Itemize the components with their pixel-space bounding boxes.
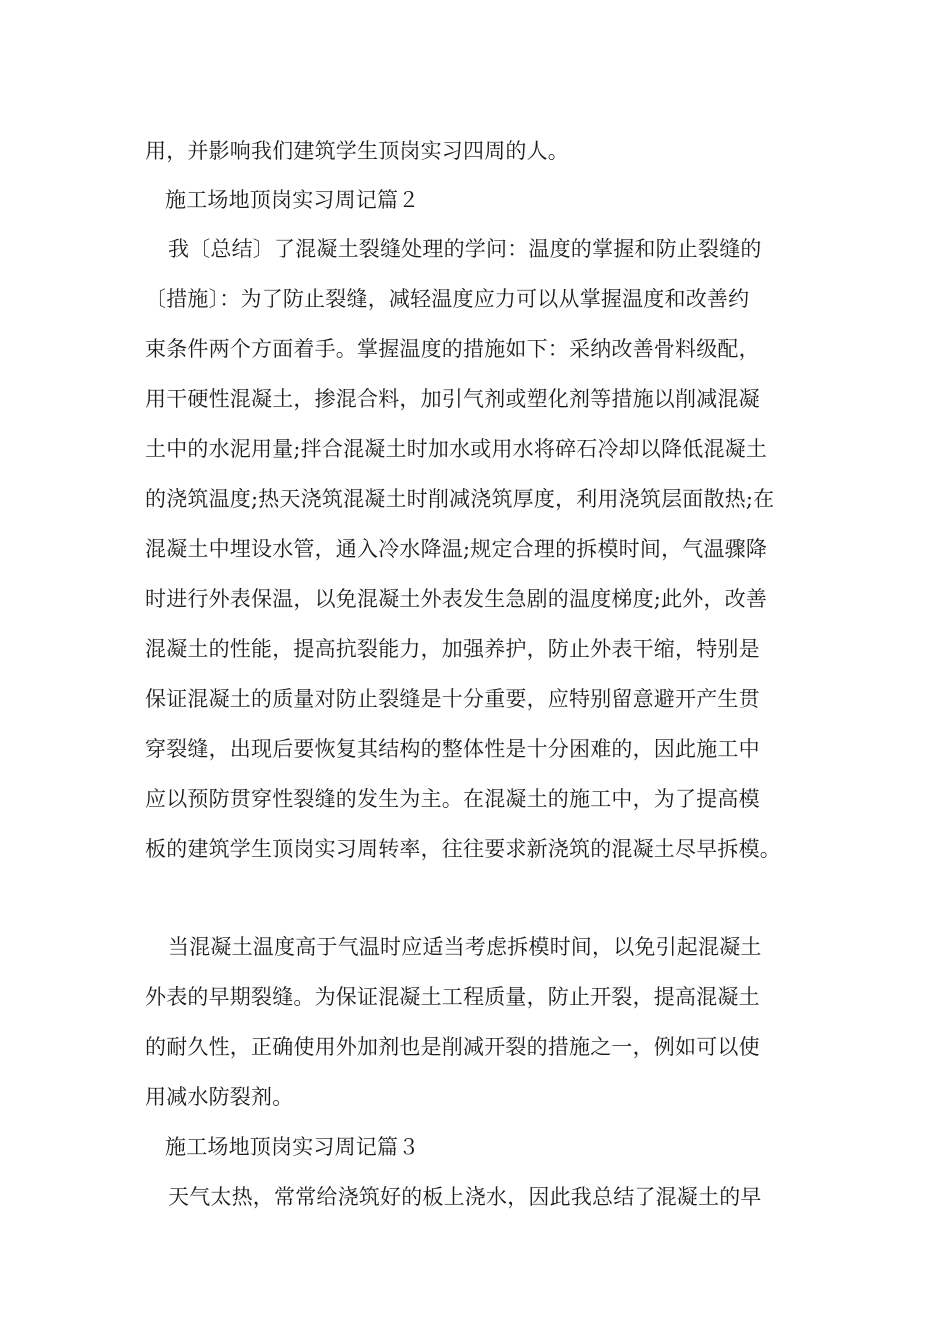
paragraph-line: 外表的早期裂缝。为保证混凝土工程质量，防止开裂，提高混凝土 bbox=[145, 985, 760, 1009]
paragraph-line: 天气太热，常常给浇筑好的板上浇水，因此我总结了混凝土的早 bbox=[168, 1185, 762, 1209]
paragraph-line: 当混凝土温度高于气温时应适当考虑拆模时间，以免引起混凝土 bbox=[168, 935, 762, 959]
paragraph-line: 束条件两个方面着手。掌握温度的措施如下：采纳改善骨料级配， bbox=[145, 337, 760, 361]
paragraph-line: 用干硬性混凝土，掺混合料，加引气剂或塑化剂等措施以削减混凝 bbox=[145, 387, 760, 411]
paragraph-line: 保证混凝土的质量对防止裂缝是十分重要，应特别留意避开产生贯 bbox=[145, 687, 760, 711]
paragraph-line: 应以预防贯穿性裂缝的发生为主。在混凝土的施工中，为了提高模 bbox=[145, 787, 760, 811]
section-heading-2: 施工场地顶岗实习周记篇２ bbox=[165, 188, 420, 212]
paragraph-line: 时进行外表保温，以免混凝土外表发生急剧的温度梯度;此外，改善 bbox=[145, 587, 768, 611]
paragraph-line: 〔措施〕：为了防止裂缝，减轻温度应力可以从掌握温度和改善约 bbox=[145, 287, 750, 311]
paragraph-line: 混凝土的性能，提高抗裂能力，加强养护，防止外表干缩，特别是 bbox=[145, 637, 760, 661]
paragraph-line: 我〔总结〕了混凝土裂缝处理的学问：温度的掌握和防止裂缝的 bbox=[168, 237, 762, 261]
paragraph-line: 的浇筑温度;热天浇筑混凝土时削减浇筑厚度，利用浇筑层面散热;在 bbox=[145, 487, 775, 511]
paragraph-line: 用，并影响我们建筑学生顶岗实习四周的人。 bbox=[145, 139, 569, 163]
paragraph-line: 的耐久性，正确使用外加剂也是削减开裂的措施之一，例如可以使 bbox=[145, 1035, 760, 1059]
paragraph-line: 用减水防裂剂。 bbox=[145, 1085, 294, 1109]
paragraph-line: 穿裂缝，出现后要恢复其结构的整体性是十分困难的，因此施工中 bbox=[145, 737, 760, 761]
section-heading-3: 施工场地顶岗实习周记篇３ bbox=[165, 1135, 420, 1159]
paragraph-line: 土中的水泥用量;拌合混凝土时加水或用水将碎石冷却以降低混凝土 bbox=[145, 437, 768, 461]
paragraph-line: 板的建筑学生顶岗实习周转率，往往要求新浇筑的混凝土尽早拆模。 bbox=[145, 837, 781, 861]
paragraph-line: 混凝土中埋设水管，通入冷水降温;规定合理的拆模时间，气温骤降 bbox=[145, 537, 768, 561]
